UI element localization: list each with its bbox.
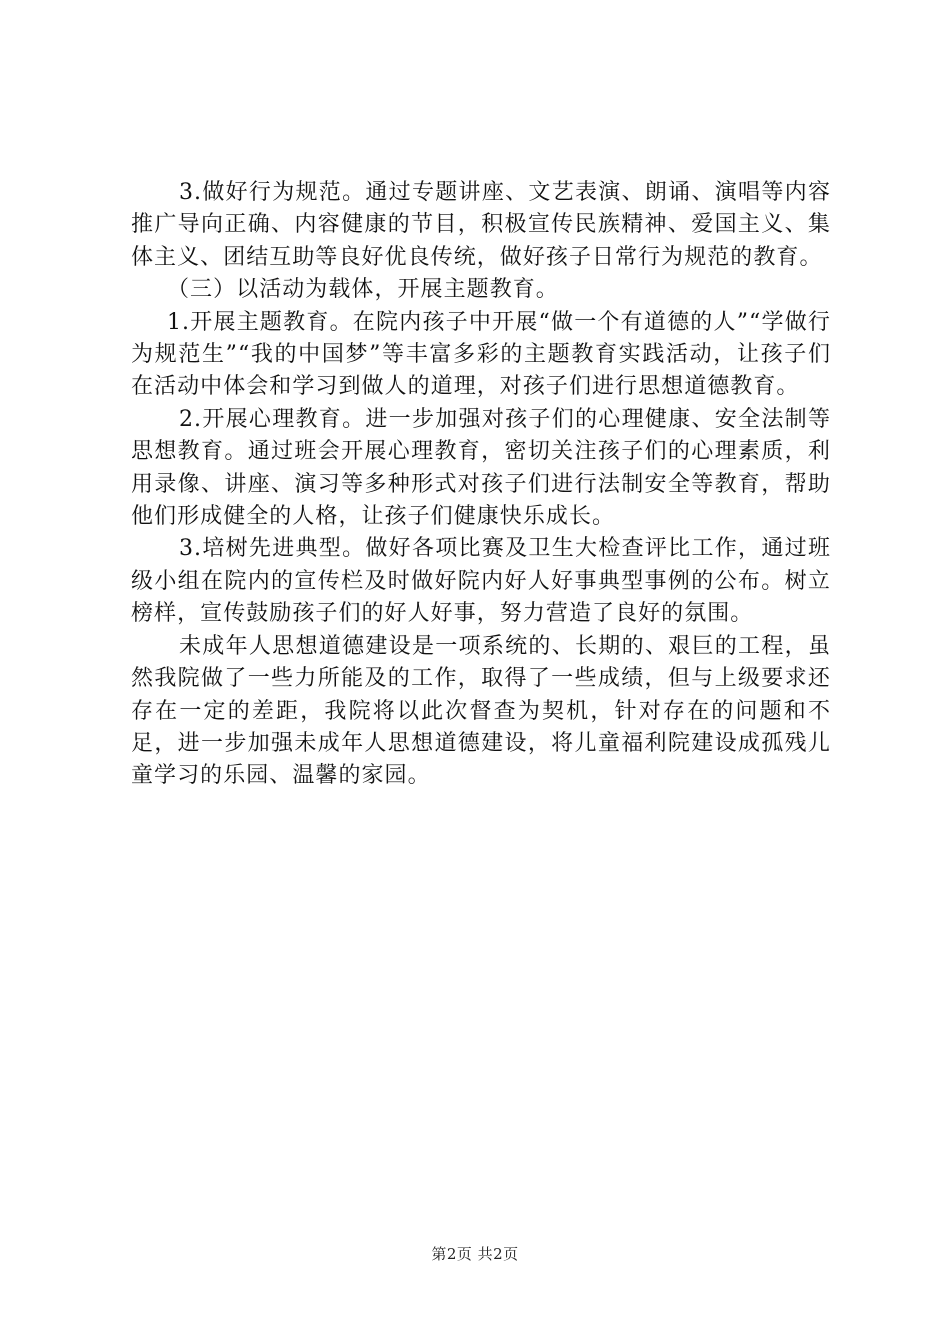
section-heading-three: （三）以活动为载体，开展主题教育。 [167, 277, 559, 303]
paragraph-behavior-norms: 3.做好行为规范。通过专题讲座、文艺表演、朗诵、演唱等内容推广导向正确、内容健康的节目，积极宣传民族精神、爱国主义、集体主义、团结互助等良好优良传统，做好孩子日常行为规范的教育。 [131, 180, 831, 270]
paragraph-psychology-education: 2.开展心理教育。进一步加强对孩子们的心理健康、安全法制等思想教育。通过班会开展心理教育，密切关注孩子们的心理素质，利用录像、讲座、演习等多种形式对孩子们进行法制安全等教育，帮助他们形成健全的人格，让孩子们健康快乐成长。 [131, 406, 831, 530]
page-number-footer: 第2页 共2页 [431, 1245, 519, 1263]
paragraph-conclusion: 未成年人思想道德建设是一项系统的、长期的、艰巨的工程，虽然我院做了一些力所能及的工作，取得了一些成绩，但与上级要求还存在一定的差距，我院将以此次督查为契机，针对存在的问题和不足，进一步加强未成年人思想道德建设，将儿童福利院建设成孤残儿童学习的乐园、温馨的家园。 [131, 633, 831, 789]
paragraph-theme-education: 1.开展主题教育。在院内孩子中开展“做一个有道德的人”“学做行为规范生”“我的中国梦”等丰富多彩的主题教育实践活动，让孩子们在活动中体会和学习到做人的道理，对孩子们进行思想道德教育。 [131, 309, 831, 400]
document-body [131, 177, 831, 793]
paragraph-role-models: 3.培树先进典型。做好各项比赛及卫生大检查评比工作，通过班级小组在院内的宣传栏及时做好院内好人好事典型事例的公布。树立榜样，宣传鼓励孩子们的好人好事，努力营造了良好的氛围。 [131, 536, 831, 627]
